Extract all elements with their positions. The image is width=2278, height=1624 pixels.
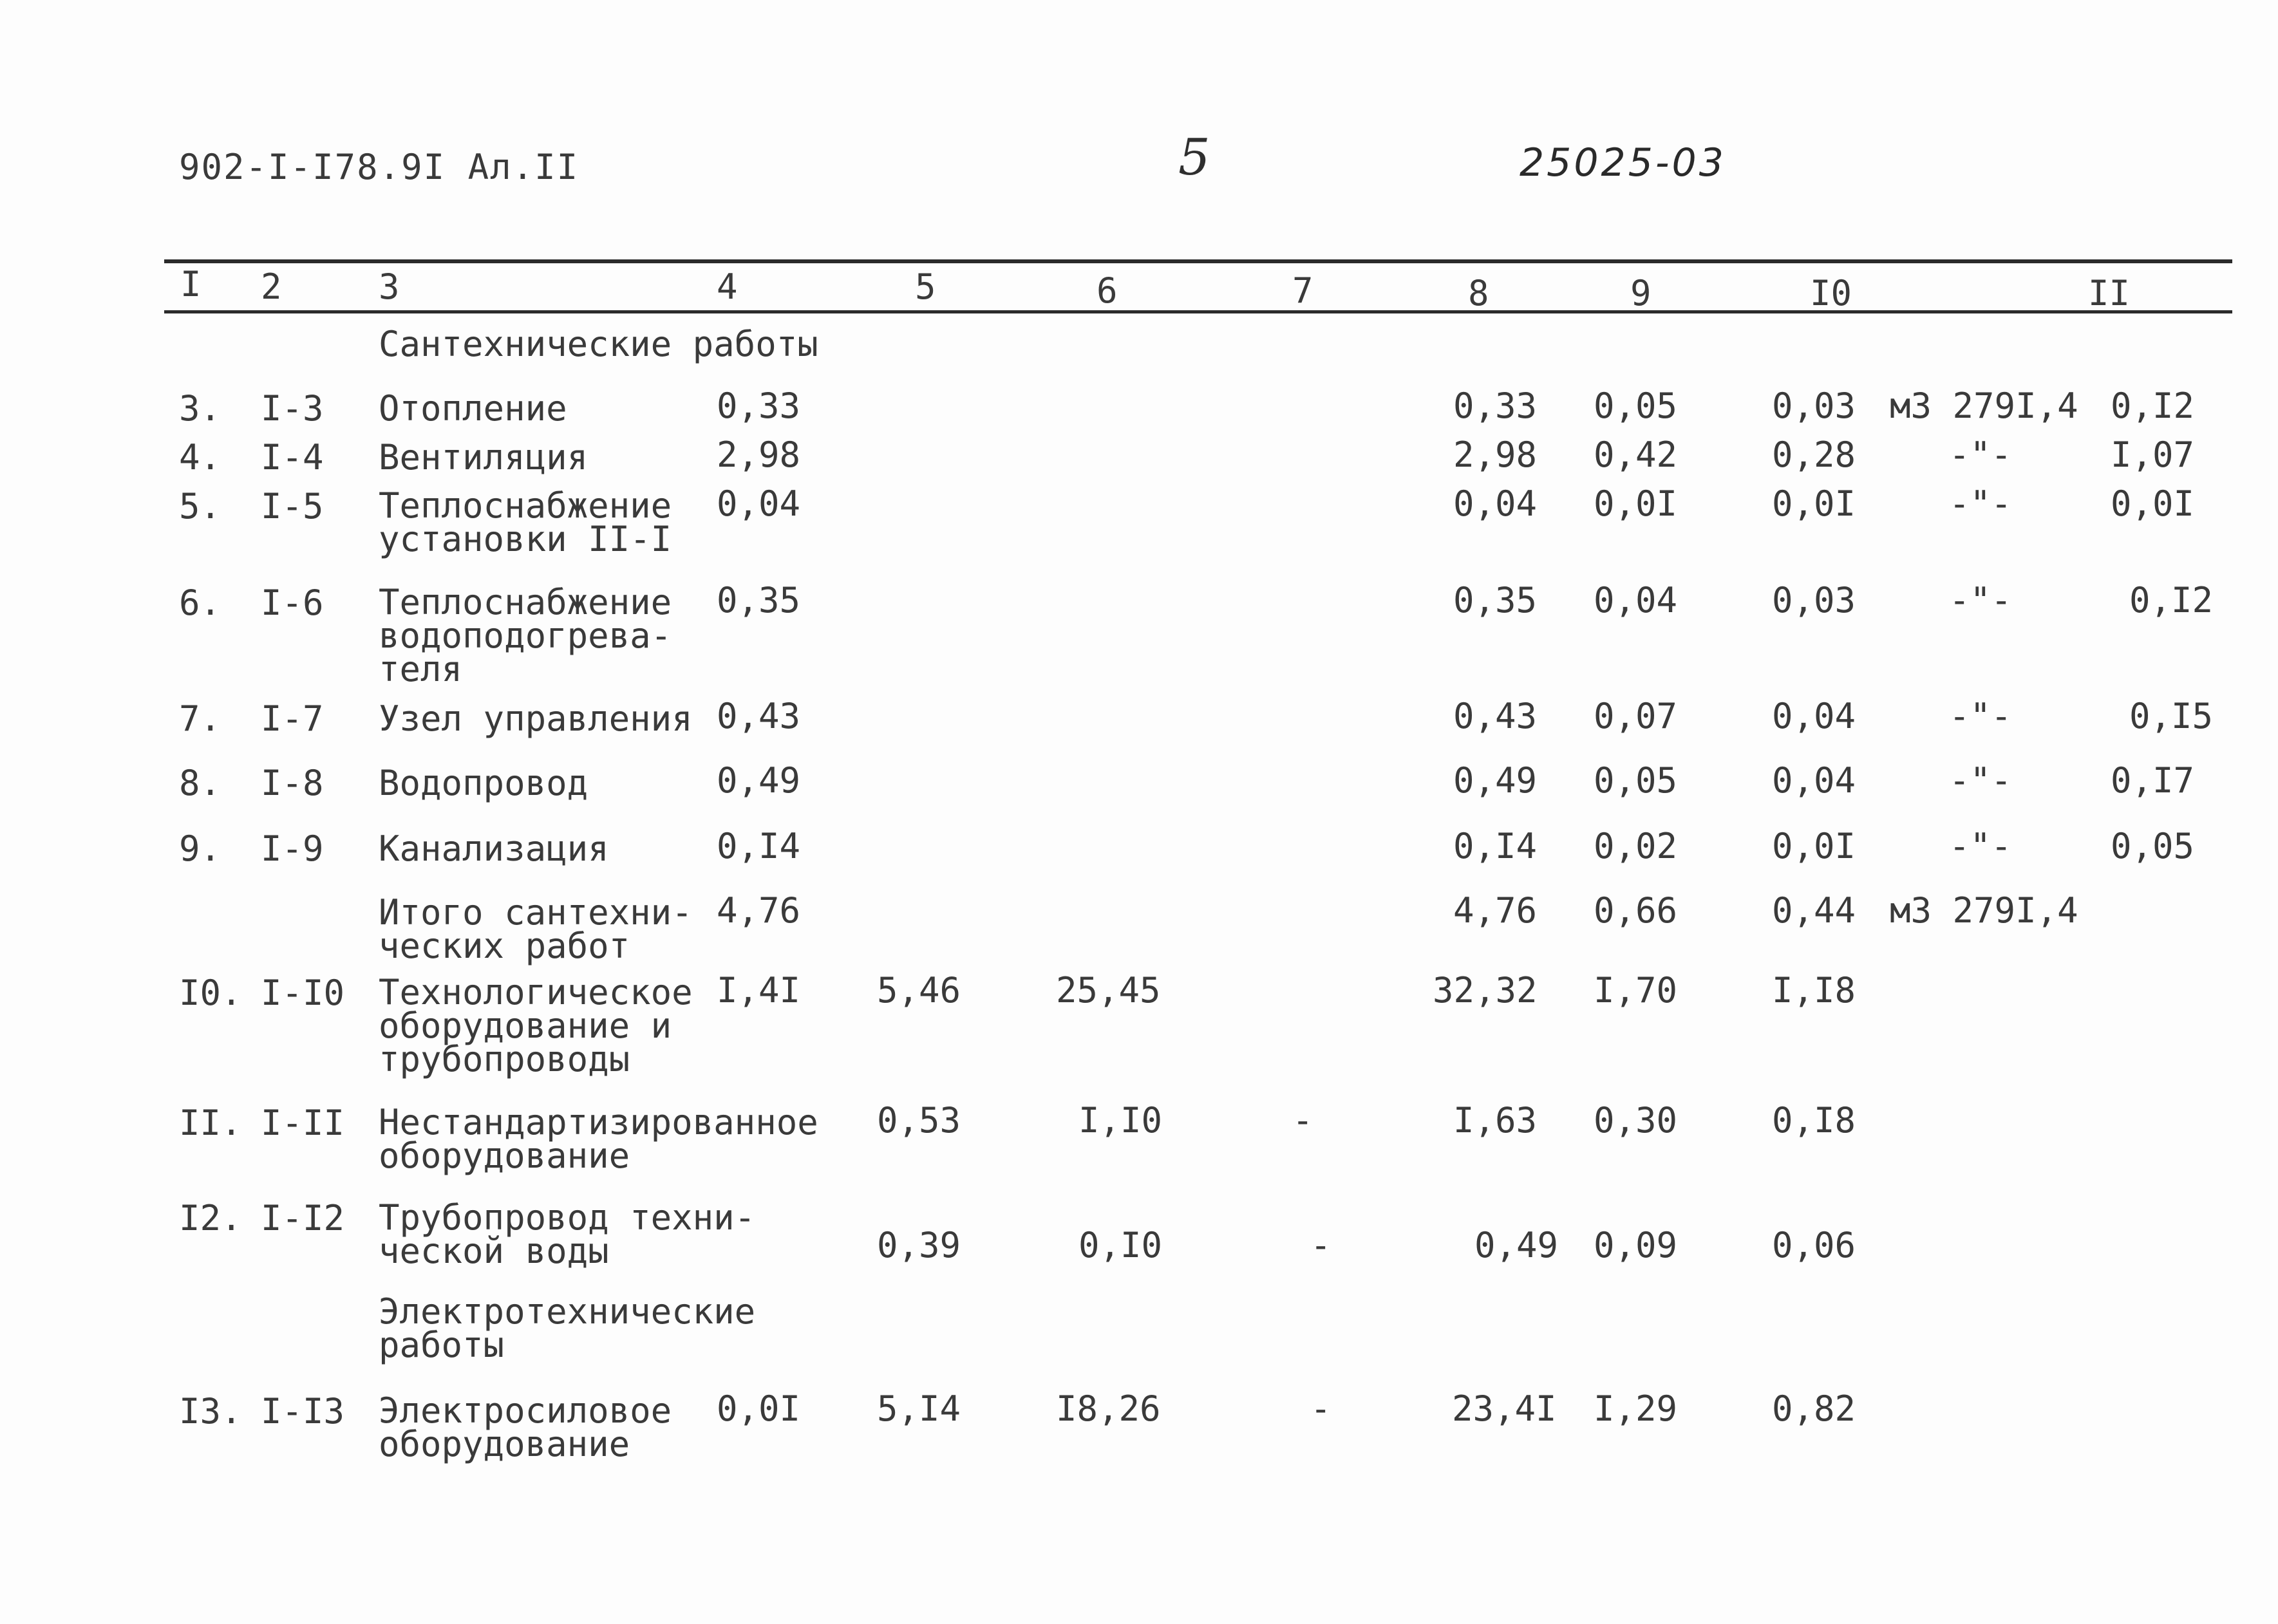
cell-col4: 0,33 [717,386,801,426]
row-code: I-8 [261,763,324,803]
cell-col6: I,I0 [1078,1100,1163,1141]
row-number: 3. [179,388,221,429]
cell-col4: 4,76 [717,890,801,931]
cell-col11-unit: -"- [1949,580,2012,621]
cell-col10: 0,I8 [1772,1100,1856,1141]
cell-col9: 0,07 [1594,696,1678,736]
row-name-line: Трубопровод техни- [379,1197,756,1238]
row-number: 4. [179,437,221,478]
row-code: I-I0 [261,973,345,1013]
column-header-10: I0 [1810,273,1852,313]
row-name-line: трубопроводы [379,1039,630,1079]
row-name: Узел управления [379,698,693,739]
row-code: I-6 [261,583,324,623]
cell-col11-unit: м3 279I,4 [1890,386,2078,426]
cell-col8: 0,33 [1453,386,1538,426]
cell-col11-unit: -"- [1949,760,2012,801]
row-code: I-5 [261,486,324,527]
cell-col11-unit: -"- [1949,434,2012,475]
cell-col9: I,29 [1594,1388,1678,1429]
cell-col8: 0,43 [1453,696,1538,736]
cell-col4: 0,I4 [717,826,801,866]
cell-col8: 0,35 [1453,580,1538,621]
cell-col10: 0,03 [1772,386,1856,426]
cell-col5: 5,I4 [877,1388,961,1429]
row-name-line: ческой воды [379,1231,609,1271]
cell-col10: 0,06 [1772,1225,1856,1265]
cell-col9: 0,04 [1594,580,1678,621]
row-name: Отопление [379,388,567,429]
row-name-line: водоподогрева- [379,615,672,656]
cell-col8: 0,49 [1474,1225,1559,1265]
cell-col11-unit: -"- [1949,826,2012,866]
cell-col6: 0,I0 [1078,1225,1163,1265]
row-number: I0. [179,973,242,1013]
cell-col5: 0,39 [877,1225,961,1265]
cell-col10: 0,28 [1772,434,1856,475]
row-name-line: оборудование [379,1424,630,1464]
cell-col9: 0,42 [1594,434,1678,475]
row-number: 6. [179,583,221,623]
row-number: I3. [179,1391,242,1432]
row-name [379,485,672,559]
cell-col7: - [1310,1225,1332,1265]
row-name-line: установки II-I [379,519,672,559]
row-name: Водопровод [379,763,588,803]
section-heading-electrical [379,1291,756,1365]
cell-col6: I8,26 [1056,1388,1161,1429]
document-code: 902-I-I78.9I Ал.II [179,147,579,187]
row-code: I-3 [261,388,324,429]
table-top-rule [164,259,2232,263]
cell-col9: 0,0I [1594,483,1678,524]
cell-col4: 0,35 [717,580,801,621]
cell-col4: I,4I [717,970,801,1011]
cell-col8: 2,98 [1453,434,1538,475]
cell-col9: 0,66 [1594,890,1678,931]
row-number: 8. [179,763,221,803]
column-header-5: 5 [915,266,936,307]
row-code: I-7 [261,698,324,739]
cell-col5: 0,53 [877,1100,961,1141]
cell-col11-value: 0,I5 [2129,696,2214,736]
cell-col11-unit: -"- [1949,483,2012,524]
cell-col7: - [1292,1100,1313,1141]
row-name-line: Электросиловое [379,1390,672,1431]
cell-col11-value: I,07 [2111,434,2195,475]
section-heading-line: Электротехнические [379,1291,756,1332]
cell-col5: 5,46 [877,970,961,1011]
row-name [379,892,693,966]
cell-col9: 0,30 [1594,1100,1678,1141]
row-name [379,1197,756,1271]
section-heading-plumbing: Сантехнические работы [379,324,818,364]
row-number: I2. [179,1198,242,1238]
cell-col11-value: 0,I7 [2111,760,2195,801]
cell-col8: I,63 [1453,1100,1538,1141]
cell-col11-unit: -"- [1949,696,2012,736]
cell-col11-value: 0,I2 [2129,580,2214,621]
column-header-4: 4 [717,266,738,307]
cell-col10: 0,44 [1772,890,1856,931]
cell-col8: 23,4I [1452,1388,1557,1429]
row-code: I-9 [261,828,324,869]
cell-col11-value: 0,I2 [2111,386,2195,426]
row-number: 7. [179,698,221,739]
row-name-line: Итого сантехни- [379,892,693,933]
document-number: 25025-03 [1520,140,1726,185]
row-name-line: Теплоснабжение [379,485,672,526]
cell-col10: I,I8 [1772,970,1856,1011]
column-header-8: 8 [1468,273,1489,313]
cell-col10: 0,82 [1772,1388,1856,1429]
cell-col8: 0,04 [1453,483,1538,524]
cell-col8: 32,32 [1433,970,1538,1011]
row-name [379,582,672,689]
cell-col9: I,70 [1594,970,1678,1011]
row-code: I-II [261,1103,345,1143]
cell-col8: 4,76 [1453,890,1538,931]
cell-col11-value: 0,0I [2111,483,2195,524]
table-header-rule [164,310,2232,313]
row-name-line: Технологическое [379,972,693,1013]
row-number: 9. [179,828,221,869]
cell-col9: 0,05 [1594,386,1678,426]
row-name: Вентиляция [379,437,588,478]
cell-col10: 0,0I [1772,826,1856,866]
cell-col11-value: 0,05 [2111,826,2195,866]
cell-col9: 0,02 [1594,826,1678,866]
cell-col4: 0,0I [717,1388,801,1429]
cell-col6: 25,45 [1056,970,1161,1011]
row-name-line: оборудование [379,1135,630,1176]
row-name [379,1102,818,1176]
column-header-7: 7 [1292,270,1313,311]
row-name-line: Нестандартизированное [379,1102,818,1143]
row-code: I-I3 [261,1391,345,1432]
cell-col10: 0,04 [1772,696,1856,736]
row-number: II. [179,1103,242,1143]
cell-col4: 2,98 [717,434,801,475]
column-header-11: II [2088,273,2131,313]
cell-col10: 0,0I [1772,483,1856,524]
column-header-6: 6 [1097,270,1118,311]
section-heading-line: работы [379,1325,505,1365]
column-header-3: 3 [379,266,400,307]
row-name-line: оборудование и [379,1005,672,1046]
cell-col7: - [1310,1388,1332,1429]
cell-col8: 0,I4 [1453,826,1538,866]
cell-col11-unit: м3 279I,4 [1890,890,2078,931]
column-header-9: 9 [1630,273,1652,313]
row-name-line: ческих работ [379,926,630,966]
cell-col4: 0,49 [717,760,801,801]
cell-col8: 0,49 [1453,760,1538,801]
cell-col4: 0,43 [717,696,801,736]
column-header-1: I [180,264,202,304]
row-name [379,1390,672,1464]
row-code: I-4 [261,437,324,478]
cell-col9: 0,09 [1594,1225,1678,1265]
row-number: 5. [179,486,221,527]
row-name-line: теля [379,649,463,689]
cell-col10: 0,03 [1772,580,1856,621]
row-name: Канализация [379,828,609,869]
row-code: I-I2 [261,1198,345,1238]
page-number: 5 [1178,129,1210,187]
cell-col4: 0,04 [717,483,801,524]
cell-col10: 0,04 [1772,760,1856,801]
cell-col9: 0,05 [1594,760,1678,801]
column-header-2: 2 [261,266,282,307]
row-name-line: Теплоснабжение [379,582,672,622]
row-name [379,972,693,1079]
